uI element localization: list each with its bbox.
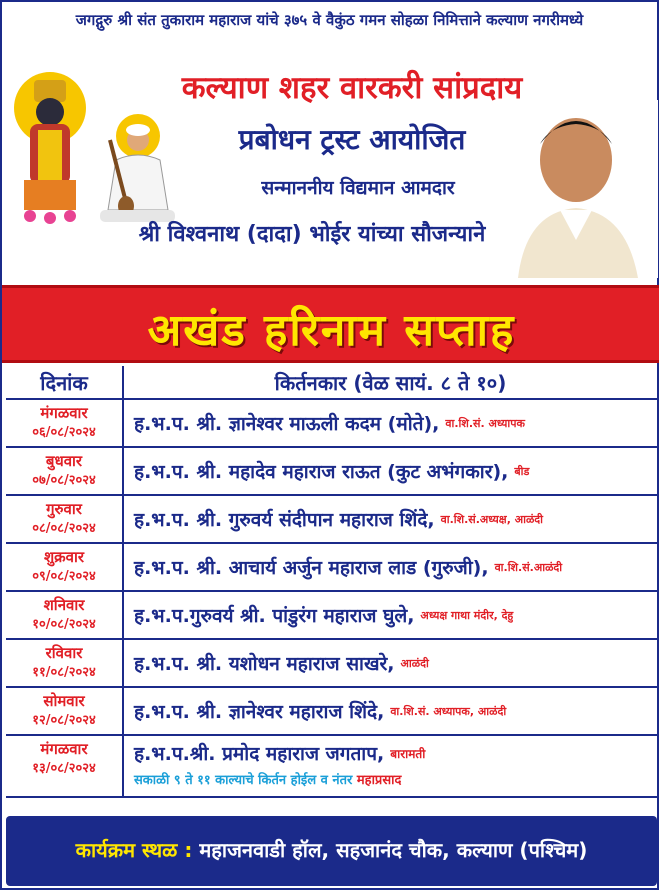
column-header-date: दिनांक <box>6 366 124 398</box>
mahaprasad-note <box>134 770 657 788</box>
venue-footer <box>6 816 657 886</box>
saint-tukaram-image <box>90 110 185 225</box>
kirtankar-place: आळंदी <box>400 656 429 670</box>
day-label: मंगळवार <box>40 740 88 758</box>
date-cell <box>6 496 124 542</box>
day-label: शुक्रवार <box>43 548 85 566</box>
kirtankar-cell <box>124 640 657 686</box>
venue-line <box>6 836 657 863</box>
date-cell <box>6 640 124 686</box>
date-cell <box>6 544 124 590</box>
note-highlight: महाप्रसाद <box>356 773 402 788</box>
date-label: ०९/०८/२०२४ <box>32 569 96 584</box>
organizer-subtitle: प्रबोधन ट्रस्ट आयोजित <box>238 123 466 156</box>
event-title-banner <box>2 285 659 363</box>
date-cell <box>6 592 124 638</box>
table-row <box>6 496 657 544</box>
day-label: सोमवार <box>43 692 85 710</box>
table-row <box>6 640 657 688</box>
date-label: ०८/०८/२०२४ <box>32 521 96 536</box>
venue-address: महाजनवाडी हॉल, सहजानंद चौक, कल्याण (पश्चिम) <box>199 838 588 862</box>
sponsor-designation: सन्माननीय विद्यमान आमदार <box>261 177 455 199</box>
kirtankar-place: वा.शि.सं. अध्यापक, आळंदी <box>390 704 507 718</box>
date-label: ०६/०८/२०२४ <box>32 425 96 440</box>
date-label: १३/०८/२०२४ <box>32 761 96 776</box>
kirtankar-cell <box>124 544 657 590</box>
sponsor-name: श्री विश्वनाथ (दादा) भोईर यांच्या सौजन्याने <box>138 222 486 247</box>
date-cell <box>6 736 124 796</box>
column-header-kirtankar: किर्तनकार (वेळ सायं. ८ ते १०) <box>274 371 507 395</box>
kirtankar-line <box>134 736 657 770</box>
note-text: सकाळी ९ ते ११ काल्याचे किर्तन होईल व नंतर <box>134 773 353 788</box>
kirtankar-name: ह.भ.प. श्री. यशोधन महाराज साखरे, <box>134 653 395 675</box>
event-title: अखंड हरिनाम सप्ताह <box>147 305 516 356</box>
kirtankar-name: ह.भ.प. श्री. महादेव महाराज राऊत (कुट अभंगकार), <box>134 461 509 483</box>
organizer-title: कल्याण शहर वारकरी सांप्रदाय <box>181 70 523 106</box>
date-label: ११/०८/२०२४ <box>32 665 96 680</box>
kirtankar-cell <box>124 448 657 494</box>
vitthal-image <box>10 60 90 230</box>
table-row <box>6 688 657 736</box>
date-label: ०७/०८/२०२४ <box>32 473 96 488</box>
kirtankar-cell <box>124 688 657 734</box>
table-row <box>6 592 657 640</box>
kirtankar-cell <box>124 592 657 638</box>
table-row <box>6 544 657 592</box>
schedule-table <box>6 366 657 798</box>
kirtankar-name: ह.भ.प. श्री. ज्ञानेश्वर महाराज शिंदे, <box>134 701 385 723</box>
day-label: मंगळवार <box>40 404 88 422</box>
kirtankar-place: बीड <box>514 464 530 478</box>
kirtankar-cell <box>124 400 657 446</box>
kirtankar-name: ह.भ.प. श्री. गुरुवर्य संदीपान महाराज शिंदे, <box>134 509 435 531</box>
day-label: गुरुवार <box>46 500 82 518</box>
kirtankar-name: ह.भ.प. श्री. आचार्य अर्जुन महाराज लाड (गुरुजी), <box>134 557 489 579</box>
event-occasion-line: जगद्गुरु श्री संत तुकाराम महाराज यांचे ३७५ वे वैकुंठ गमन सोहळा निमित्ताने कल्याण नगरीमध्ये <box>75 11 584 29</box>
table-row <box>6 400 657 448</box>
kirtankar-place: वा.शि.सं.अध्यक्ष, आळंदी <box>440 512 543 526</box>
date-cell <box>6 688 124 734</box>
table-row-final-day <box>6 736 657 798</box>
kirtankar-place: अध्यक्ष गाथा मंदीर, देहु <box>420 608 514 622</box>
date-cell <box>6 448 124 494</box>
kirtankar-cell <box>124 496 657 542</box>
kirtankar-place: बारामती <box>390 746 426 761</box>
kirtankar-name: ह.भ.प.गुरुवर्य श्री. पांडुरंग महाराज घुले, <box>134 605 415 627</box>
day-label: शनिवार <box>43 596 85 614</box>
kirtankar-cell <box>124 736 657 796</box>
venue-label: कार्यक्रम स्थळ : <box>75 838 193 862</box>
date-label: १०/०८/२०२४ <box>32 617 96 632</box>
kirtankar-place: वा.शि.सं.आळंदी <box>494 560 563 574</box>
kirtankar-name: ह.भ.प. श्री. ज्ञानेश्वर माऊली कदम (मोते), <box>134 413 440 435</box>
kirtankar-name: ह.भ.प.श्री. प्रमोद महाराज जगताप, <box>134 743 385 765</box>
day-label: बुधवार <box>45 452 83 470</box>
table-row <box>6 448 657 496</box>
date-cell <box>6 400 124 446</box>
date-label: १२/०८/२०२४ <box>32 713 96 728</box>
day-label: रविवार <box>45 644 83 662</box>
kirtankar-place: वा.शि.सं. अध्यापक <box>445 416 525 430</box>
table-header <box>6 366 657 400</box>
